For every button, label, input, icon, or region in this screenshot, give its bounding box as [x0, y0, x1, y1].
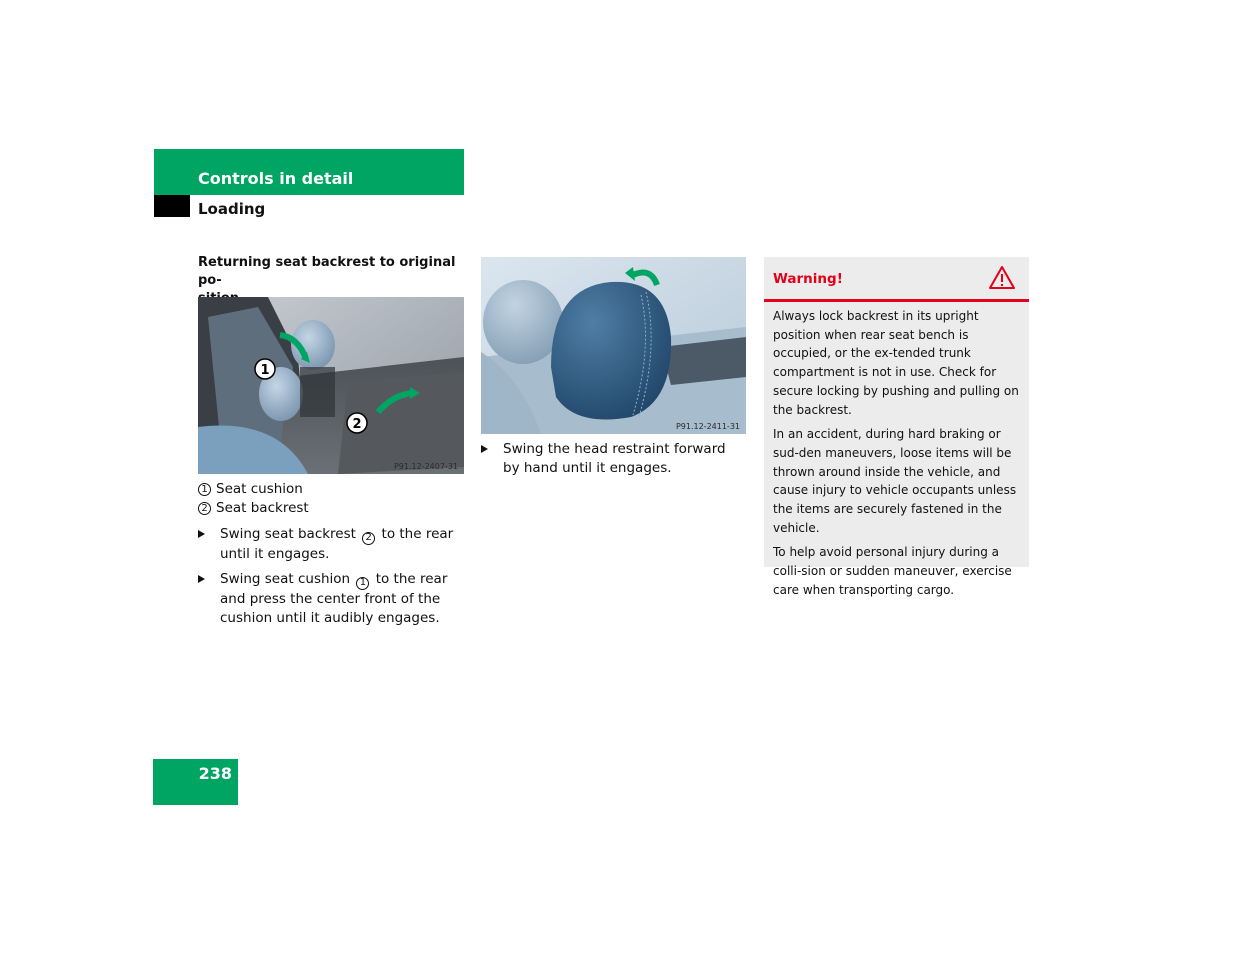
head-restraint-photo [481, 257, 746, 434]
chapter-title: Controls in detail [198, 169, 354, 188]
legend-number: 1 [198, 483, 211, 496]
bullet-arrow-icon [481, 445, 488, 453]
bullet-arrow-icon [198, 575, 205, 583]
step-text: Swing the head restraint forward by hand until it engages. [503, 441, 726, 476]
svg-text:2: 2 [352, 417, 362, 432]
step-text: Swing seat backrest 2 to the rear until it engages. [220, 526, 454, 562]
step-ref-number: 2 [362, 532, 375, 545]
legend [198, 480, 309, 518]
warning-body [773, 307, 1023, 606]
instruction-step [198, 525, 464, 564]
warning-title: Warning! [773, 271, 843, 287]
subheading-text: Returning seat backrest to original po- [198, 255, 456, 288]
warning-box [764, 257, 1029, 597]
legend-label: Seat backrest [216, 500, 309, 516]
legend-item [198, 499, 309, 518]
instruction-step [481, 440, 746, 478]
step-ref-number: 1 [356, 577, 369, 590]
page-number: 238 [198, 764, 232, 783]
photo-code-1: P91.12-2407-31 [393, 462, 458, 471]
section-marker [154, 195, 190, 217]
legend-label: Seat cushion [216, 481, 303, 497]
step-text: Swing seat cushion 1 to the rear and press the center front of the cushion until it audibly engages. [220, 571, 448, 626]
legend-item [198, 480, 309, 499]
instruction-step [198, 570, 464, 628]
bullet-arrow-icon [198, 530, 205, 538]
warning-paragraph: To help avoid personal injury during a colli-sion or sudden maneuver, exercise care when transporting cargo. [773, 545, 1012, 597]
warning-triangle-icon [988, 265, 1016, 291]
warning-paragraph: Always lock backrest in its upright position when rear seat bench is occupied, or the ex-tended trunk compartment is not in use. Check for secure locking by pushing and pulling on the backrest. [773, 309, 1019, 417]
warning-paragraph: In an accident, during hard braking or sud-den maneuvers, loose items will be thrown around inside the vehicle, and cause injury to vehicle occupants unless the items are securely fastened in the vehicle. [773, 427, 1017, 535]
warning-divider [764, 299, 1029, 302]
legend-number: 2 [198, 502, 211, 515]
page-number-box [153, 759, 238, 805]
photo-code-2: P91.12-2411-31 [675, 422, 740, 431]
svg-text:1: 1 [260, 363, 270, 378]
seat-photo-1 [198, 297, 464, 474]
section-title: Loading [198, 200, 266, 218]
